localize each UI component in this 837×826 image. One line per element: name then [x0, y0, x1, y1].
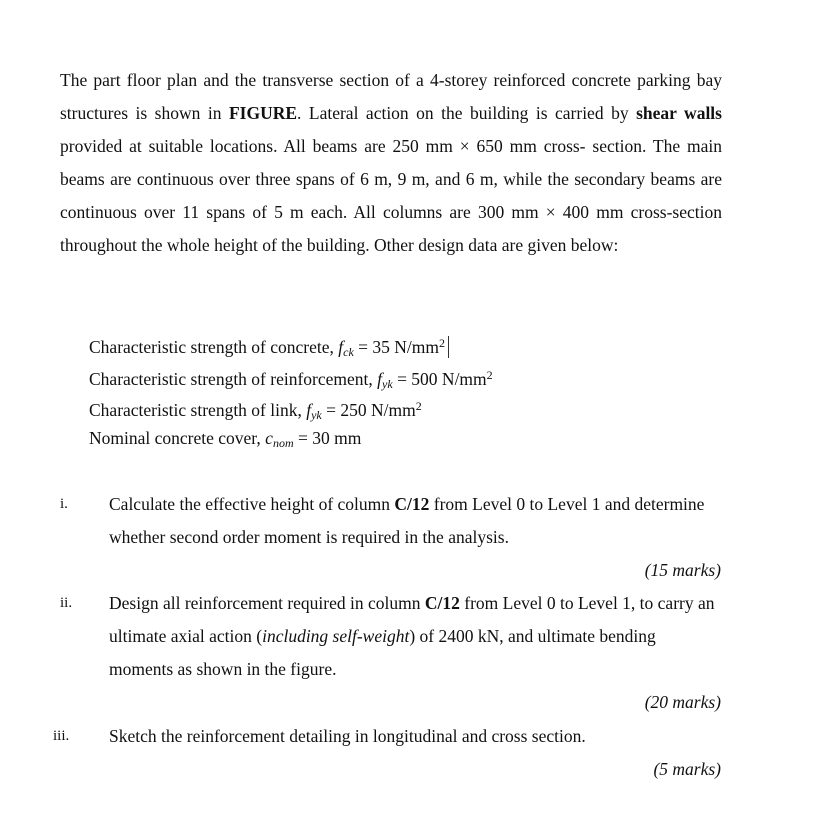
- column-ref: C/12: [424, 593, 460, 613]
- marks-label: (5 marks): [653, 759, 721, 779]
- intro-text-3: provided at suitable locations. All beams are 250 mm × 650 mm cross- section. The main beams are continuous over three spans of 6 m, 9 m, and 6 m, while the secondary beams are continuous over 11 spans of 5 m each. All columns are 300 mm × 400 mm cross-section throughout the whole height of the building. Other design data are given below:: [60, 136, 722, 255]
- marks-label: (20 marks): [644, 692, 721, 712]
- design-data-reinforcement: Characteristic strength of reinforcement, $f_{yk} = 500$ $N/mm^2$: [89, 367, 493, 391]
- column-ref: C/12: [394, 494, 430, 514]
- figure-ref: FIGURE: [228, 103, 298, 123]
- italic-note: including self-weight: [262, 626, 410, 646]
- intro-text-2: . Lateral action on the building is carried by: [297, 103, 637, 123]
- question-text: Calculate the effective height of column C/12 from Level 0 to Level 1 and determine whether second order moment is required in the analysis.: [109, 494, 705, 547]
- question-number: i.: [60, 496, 68, 512]
- question-text: Sketch the reinforcement detailing in longitudinal and cross section.: [109, 726, 586, 746]
- design-data-cover: Nominal concrete cover, $c_{nom} = 30$ mm: [89, 427, 362, 450]
- design-data-list: [89, 328, 493, 454]
- design-data-concrete: Characteristic strength of concrete, $f_{ck} = 35$ $N/mm^2$: [89, 328, 493, 360]
- intro-paragraph: [60, 64, 722, 262]
- question-number: iii.: [53, 728, 70, 744]
- marks-label: (15 marks): [644, 560, 721, 580]
- shear-walls-term: shear walls: [636, 103, 722, 123]
- question-number: ii.: [60, 595, 73, 611]
- text-cursor: [448, 336, 449, 358]
- design-data-link: Characteristic strength of link, $f_{yk} = 250$ $N/mm^2$: [89, 399, 422, 422]
- intro-text-1: The part floor plan and the transverse section of a 4-storey reinforced concrete parking bay structures is shown in: [60, 70, 722, 123]
- question-text: Design all reinforcement required in column C/12 from Level 0 to Level 1, to carry an ultimate axial action (including self-weight) of 2400 kN, and ultimate bending moments as shown in the figure.: [109, 593, 715, 679]
